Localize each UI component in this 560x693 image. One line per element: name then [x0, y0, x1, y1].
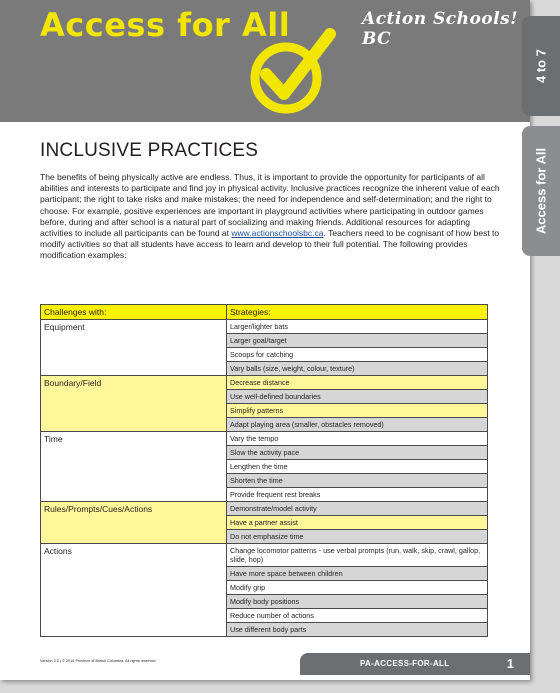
intro-text-end: . Teachers need to be cognisant of how best to modify activities so that all students have access to learn and develop to their full potential. The following provides modification examples: — [40, 228, 500, 261]
table-row — [41, 375, 487, 431]
intro-paragraph — [40, 172, 500, 262]
strategy-item: Modify grip — [227, 580, 487, 594]
challenge-cell: Equipment — [41, 320, 227, 375]
table-header-challenges: Challenges with: — [41, 305, 227, 319]
modification-table — [40, 304, 488, 637]
header-band — [0, 0, 530, 122]
table-header-row — [41, 305, 487, 319]
table-row — [41, 319, 487, 375]
challenge-cell: Time — [41, 432, 227, 501]
strategy-item: Slow the activity pace — [227, 445, 487, 459]
challenge-cell: Actions — [41, 544, 227, 636]
table-row — [41, 501, 487, 543]
strategy-item: Larger/lighter bats — [227, 320, 487, 333]
resource-link[interactable]: www.actionschoolsbc.ca — [231, 228, 324, 239]
strategy-item: Simplify patterns — [227, 403, 487, 417]
section-title: INCLUSIVE PRACTICES — [40, 140, 259, 161]
checkmark-circle-icon — [244, 24, 344, 124]
strategy-item: Have a partner assist — [227, 515, 487, 529]
footer-bar — [300, 653, 530, 675]
strategies-cell — [227, 376, 487, 431]
strategy-item: Adapt playing area (smaller, obstacles removed) — [227, 417, 487, 431]
strategy-item: Demonstrate/model activity — [227, 502, 487, 515]
strategies-cell — [227, 432, 487, 501]
intro-text-start: The benefits of being physically active are endless. Thus, it is important to provide the opportunity for participants of all abilities and interests to participate and find joy in physical activity. Inclusive practices recognize the inherent value of each participant; the right to take risks and make mistakes; the need for independence and self-determination; and the right to choose. For example, positive experiences are important in playground activities where participating in outdoor games before, during and after school is a natural part of socializing and making friends. Additional resources for adapting activities to include all participants can be found at — [40, 172, 500, 239]
table-header-strategies: Strategies: — [230, 307, 271, 317]
tab-grade-level[interactable] — [522, 16, 560, 116]
brand-logo-text: Action Schools! BC — [362, 9, 519, 49]
strategy-item: Lengthen the time — [227, 459, 487, 473]
strategy-item: Do not emphasize time — [227, 529, 487, 543]
strategy-item: Vary the tempo — [227, 432, 487, 445]
strategy-item: Use well-defined boundaries — [227, 389, 487, 403]
strategy-item: Have more space between children — [227, 566, 487, 580]
strategy-item: Use different body parts — [227, 622, 487, 636]
table-row — [41, 431, 487, 501]
strategy-item: Decrease distance — [227, 376, 487, 389]
challenge-cell: Rules/Prompts/Cues/Actions — [41, 502, 227, 543]
strategies-cell — [227, 320, 487, 375]
table-row — [41, 543, 487, 636]
document-code: PA-ACCESS-FOR-ALL — [360, 659, 450, 668]
strategies-cell — [227, 502, 487, 543]
strategy-item: Change locomotor patterns - use verbal prompts (run, walk, skip, crawl, gallop, slide, hop) — [227, 544, 487, 566]
strategy-item: Reduce number of actions — [227, 608, 487, 622]
document-title: Access for All — [40, 6, 291, 44]
strategy-item: Provide frequent rest breaks — [227, 487, 487, 501]
copyright-note: Version 2.0 | © 2016 Province of British Columbia. All rights reserved. — [40, 659, 157, 663]
challenge-cell: Boundary/Field — [41, 376, 227, 431]
tab-access-for-all[interactable] — [522, 126, 560, 256]
page-number: 1 — [506, 656, 514, 671]
strategy-item: Shorten the time — [227, 473, 487, 487]
strategy-item: Vary balls (size, weight, colour, texture) — [227, 361, 487, 375]
strategies-cell — [227, 544, 487, 636]
tab-access-label: Access for All — [533, 147, 549, 235]
strategy-item: Larger goal/target — [227, 333, 487, 347]
strategy-item: Scoops for catching — [227, 347, 487, 361]
tab-grade-label: 4 to 7 — [533, 49, 549, 83]
strategy-item: Modify body positions — [227, 594, 487, 608]
